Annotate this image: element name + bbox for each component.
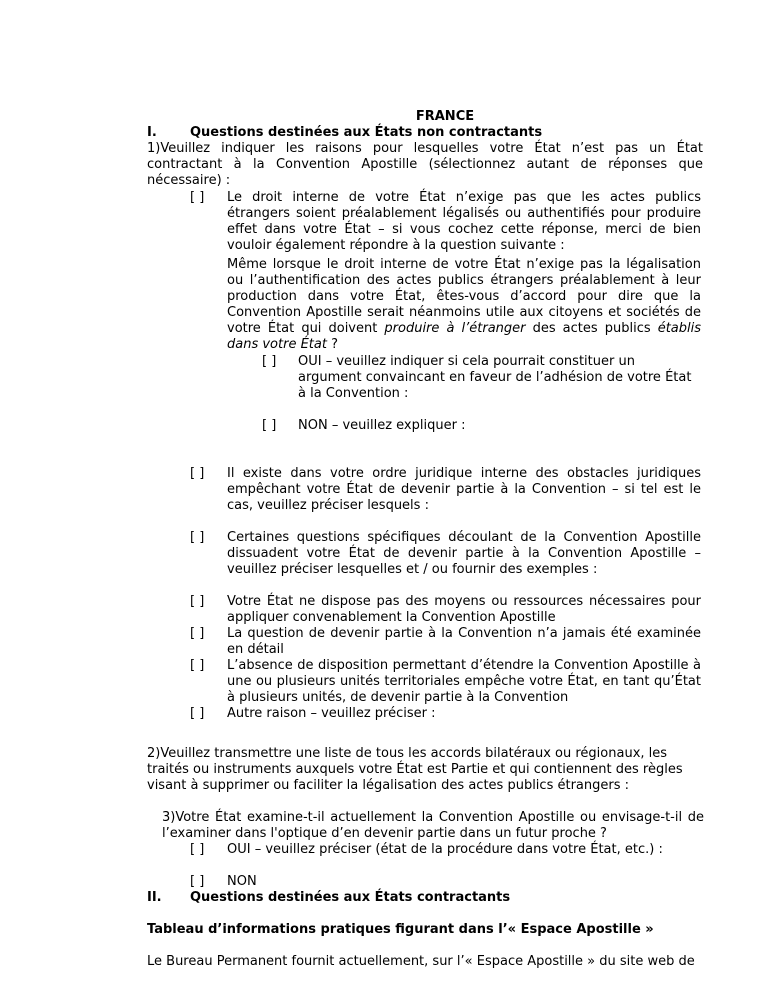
option-4-text: Votre État ne dispose pas des moyens ou ressources nécessaires pour appliquer convenablement la Convention Apostille [227,594,701,625]
checkbox-5[interactable]: [ ] [190,626,205,641]
section-1-number: I. [147,125,157,140]
option-oui-text: OUI – veuillez indiquer si cela pourrait constituer un argument convaincant en faveur de l’adhésion de votre État à la Convention : [298,354,692,401]
last-paragraph-line: Le Bureau Permanent fournit actuellement, sur l’« Espace Apostille » du site web de [147,954,695,969]
question-3: 3)Votre État examine-t-il actuellement la Convention Apostille ou envisage-t-il de l’examiner dans l'optique d’en devenir partie dans un futur proche ? [162,810,704,841]
option-2-text: Il existe dans votre ordre juridique interne des obstacles juridiques empêchant votre État de devenir partie à la Convention – si tel est le cas, veuillez préciser lesquels : [227,466,701,513]
question-2: 2)Veuillez transmettre une liste de tous les accords bilatéraux ou régionaux, les traités ou instruments auxquels votre État est Partie et qui contiennent des règles visant à supprimer ou faciliter la légalisation des actes publics étrangers : [147,746,683,793]
checkbox-q3-non[interactable]: [ ] [190,874,205,889]
checkbox-7[interactable]: [ ] [190,706,205,721]
country-title: FRANCE [415,109,475,124]
section-1-title: Questions destinées aux États non contractants [190,125,543,140]
checkbox-q3-oui[interactable]: [ ] [190,842,205,857]
section-2-title: Questions destinées aux États contractants [190,890,511,905]
q3-oui-text: OUI – veuillez préciser (état de la procédure dans votre État, etc.) : [227,842,663,857]
option-6-text: L’absence de disposition permettant d’étendre la Convention Apostille à une ou plusieurs unités territoriales empêche votre État, en tant qu’État à plusieurs unités, de devenir partie à la Convention [227,658,701,705]
checkbox-6[interactable]: [ ] [190,658,205,673]
checkbox-1[interactable]: [ ] [190,190,205,205]
option-non-text: NON – veuillez expliquer : [298,418,466,433]
sub-question: Même lorsque le droit interne de votre État n’exige pas la légalisation ou l’authentification des actes publics étrangers préalablement à leur production dans votre État, êtes-vous d’accord pour dire que la Convention Apostille serait néanmoins utile aux citoyens et sociétés de votre État qui doivent produire à l’étranger des actes publics établis dans votre État ? [227,257,702,352]
checkbox-3[interactable]: [ ] [190,530,205,545]
option-3-text: Certaines questions spécifiques découlant de la Convention Apostille dissuadent votre État de devenir partie à la Convention Apostille – veuillez préciser lesquelles et / ou fournir des exemples : [227,530,701,577]
checkbox-oui[interactable]: [ ] [262,354,277,369]
question-1: 1)Veuillez indiquer les raisons pour lesquelles votre État n’est pas un État contractant à la Convention Apostille (sélectionnez autant de réponses que nécessaire) : [147,141,703,188]
q3-non-text: NON [227,874,257,889]
checkbox-non[interactable]: [ ] [262,418,277,433]
option-7-text: Autre raison – veuillez préciser : [227,706,436,721]
tableau-title: Tableau d’informations pratiques figurant dans l’« Espace Apostille » [147,922,654,937]
option-1-text: Le droit interne de votre État n’exige pas que les actes publics étrangers soient préalablement légalisés ou authentifiés pour produire effet dans votre État – si vous cochez cette réponse, merci de bien vouloir également répondre à la question suivante : [227,190,701,253]
checkbox-4[interactable]: [ ] [190,594,205,609]
section-2-number: II. [147,890,162,905]
checkbox-2[interactable]: [ ] [190,466,205,481]
option-5-text: La question de devenir partie à la Convention n’a jamais été examinée en détail [227,626,701,657]
